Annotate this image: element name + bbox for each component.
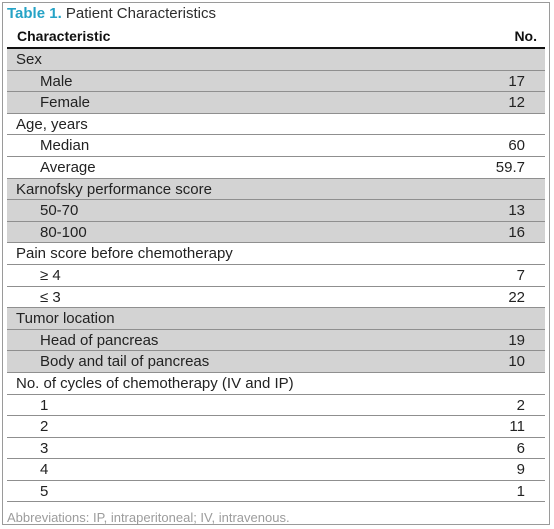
section-row <box>7 308 545 330</box>
row-value: 13 <box>508 202 525 220</box>
row-label: ≥ 4 <box>40 266 61 284</box>
table-row <box>7 459 545 481</box>
table-caption <box>7 4 216 24</box>
row-value: 2 <box>516 396 525 414</box>
row-value: 11 <box>509 418 525 436</box>
section-row <box>7 114 545 136</box>
row-label: 4 <box>40 461 49 479</box>
table-row <box>7 330 545 352</box>
table-footnote: Abbreviations: IP, intraperitoneal; IV, intravenous. <box>7 510 290 525</box>
table-row <box>7 92 545 114</box>
section-row <box>7 373 545 395</box>
section-row <box>7 179 545 201</box>
table-row <box>7 481 545 503</box>
section-label: Tumor location <box>16 310 115 328</box>
section-row <box>7 49 545 71</box>
row-label: Head of pancreas <box>40 331 159 349</box>
row-label: 1 <box>40 396 49 414</box>
table-row <box>7 416 545 438</box>
row-value: 59.7 <box>495 158 525 176</box>
section-row <box>7 243 545 265</box>
caption-title: Patient Characteristics <box>65 5 216 22</box>
row-value: 60 <box>508 137 525 155</box>
row-label: ≤ 3 <box>40 288 61 306</box>
row-value: 1 <box>516 482 525 500</box>
table-row <box>7 351 545 373</box>
row-label: Average <box>40 158 96 176</box>
section-label: Sex <box>16 51 42 68</box>
row-label: Median <box>40 137 90 155</box>
table-row <box>7 395 545 417</box>
row-value: 17 <box>508 72 525 90</box>
table-row <box>7 265 545 287</box>
table-row <box>7 222 545 244</box>
table-row <box>7 135 545 157</box>
row-label: Female <box>40 94 91 112</box>
table-row <box>7 200 545 222</box>
section-label: No. of cycles of chemotherapy (IV and IP) <box>16 374 294 392</box>
table-frame <box>2 2 550 525</box>
row-label: 80-100 <box>40 223 87 241</box>
row-value: 19 <box>508 331 525 349</box>
row-label: Male <box>40 72 73 90</box>
row-value: 16 <box>508 223 525 241</box>
row-label: 50-70 <box>40 202 79 220</box>
table-row <box>7 438 545 460</box>
row-value: 7 <box>516 266 525 284</box>
table-body <box>7 49 545 502</box>
row-value: 9 <box>516 461 525 479</box>
section-label: Age, years <box>16 115 88 133</box>
row-value: 12 <box>508 94 525 112</box>
caption-label: Table 1. <box>7 5 62 22</box>
header-characteristic: Characteristic <box>17 28 111 44</box>
table-row <box>7 287 545 309</box>
row-value: 10 <box>508 353 525 371</box>
header-no: No. <box>514 28 537 44</box>
row-label: Body and tail of pancreas <box>40 353 210 371</box>
row-value: 22 <box>508 288 525 306</box>
table-header <box>7 26 545 50</box>
row-label: 5 <box>40 482 49 500</box>
row-label: 3 <box>40 439 49 457</box>
row-value: 6 <box>516 439 525 457</box>
section-label: Karnofsky performance score <box>16 180 212 198</box>
section-label: Pain score before chemotherapy <box>16 245 233 263</box>
table-row <box>7 71 545 93</box>
row-label: 2 <box>40 418 49 436</box>
table-row <box>7 157 545 179</box>
